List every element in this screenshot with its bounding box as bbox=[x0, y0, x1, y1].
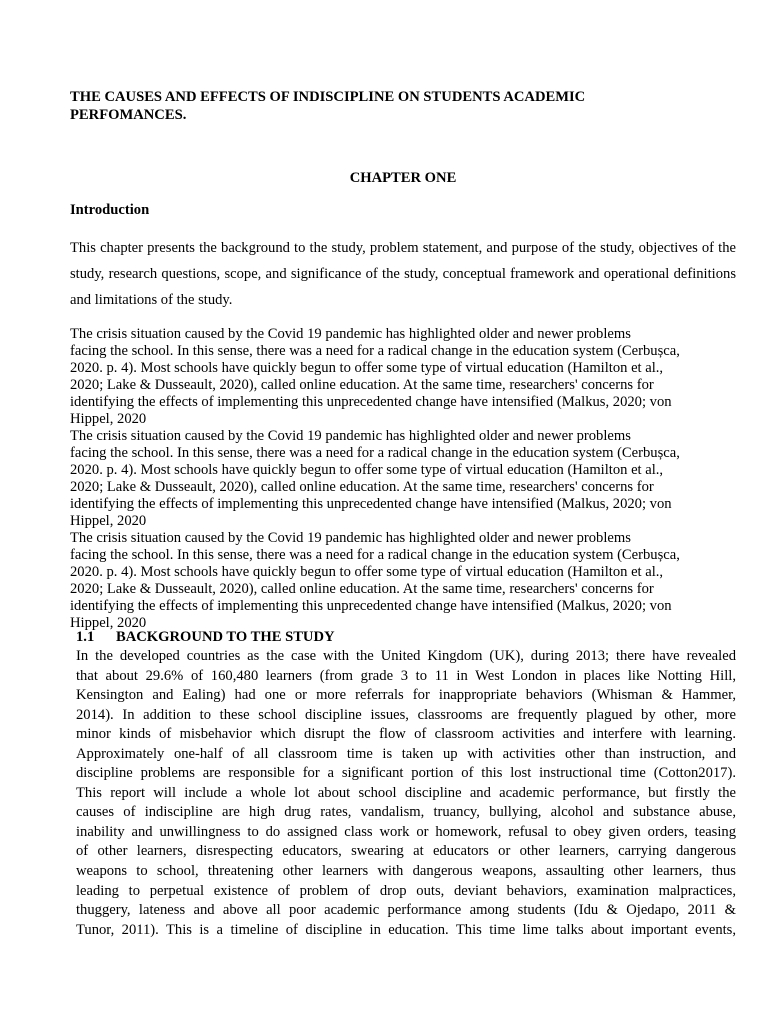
paragraph-line: thuggery, lateness and above all poor academic performance among students (Idu & Ojedapo, 2011 & bbox=[76, 902, 736, 919]
paragraph-line: Approximately one-half of all classroom time is taken up with activities other than instruction, and bbox=[76, 745, 736, 762]
paragraph-line: inability and unwillingness to do assigned class work or homework, refusal to obey given orders, teasing bbox=[76, 823, 736, 840]
paragraph-line: facing the school. In this sense, there was a need for a radical change in the education system (Cerbușca, bbox=[70, 546, 680, 563]
paragraph-line: The crisis situation caused by the Covid 19 pandemic has highlighted older and newer problems bbox=[70, 428, 631, 444]
paragraph-line: The crisis situation caused by the Covid 19 pandemic has highlighted older and newer problems bbox=[70, 326, 631, 342]
paragraph-line: 2020. p. 4). Most schools have quickly begun to offer some type of virtual education (Hamilton et al., bbox=[70, 563, 664, 580]
crisis-paragraph bbox=[70, 326, 730, 427]
paragraph-line: In the developed countries as the case with the United Kingdom (UK), during 2013; there have revealed bbox=[76, 648, 736, 664]
paragraph-line: Hippel, 2020 bbox=[70, 512, 147, 529]
paragraph-line: 2014). In addition to these school discipline issues, classrooms are frequently plagued by other, more bbox=[76, 706, 736, 723]
paragraph-line: that about 29.6% of 160,480 learners (from grade 3 to 11 in West London in places like Notting Hill, bbox=[76, 667, 736, 684]
paragraph-line: 2020. p. 4). Most schools have quickly begun to offer some type of virtual education (Hamilton et al., bbox=[70, 461, 664, 478]
paragraph-line: Tunor, 2011). This is a timeline of discipline in education. This time lime talks about important events, bbox=[76, 921, 736, 938]
paragraph-line: The crisis situation caused by the Covid 19 pandemic has highlighted older and newer problems bbox=[70, 530, 631, 546]
paragraph-line: minor kinds of misbehavior which disrupt the flow of classroom activities and interfere with learning. bbox=[76, 726, 736, 743]
paragraph-line: Hippel, 2020 bbox=[70, 410, 147, 427]
paragraph-line: 2020; Lake & Dusseault, 2020), called online education. At the same time, researchers' concerns for bbox=[70, 376, 654, 393]
chapter-heading: CHAPTER ONE bbox=[349, 170, 457, 186]
document-title: THE CAUSES AND EFFECTS OF INDISCIPLINE ON STUDENTS ACADEMIC PERFOMANCES. bbox=[70, 89, 586, 123]
section-heading bbox=[76, 629, 335, 646]
section-number: 1.1 bbox=[76, 629, 95, 645]
section-title: BACKGROUND TO THE STUDY bbox=[116, 629, 335, 645]
paragraph-line: discipline problems are responsible for a significant portion of this lost instructional time (Cotton2017). bbox=[76, 765, 736, 782]
paragraph-line: facing the school. In this sense, there was a need for a radical change in the education system (Cerbușca, bbox=[70, 342, 680, 359]
crisis-paragraph bbox=[70, 530, 730, 631]
paragraph-line: leading to perpetual existence of problem of drop outs, deviant behaviors, examination malpractices, bbox=[76, 882, 736, 899]
paragraph-line: weapons to school, threatening other learners with dangerous weapons, assaulting other learners, thus bbox=[76, 863, 736, 880]
paragraph-line: identifying the effects of implementing this unprecedented change have intensified (Malkus, 2020; von bbox=[70, 393, 672, 410]
background-paragraph bbox=[76, 647, 736, 940]
paragraph-line: identifying the effects of implementing this unprecedented change have intensified (Malkus, 2020; von bbox=[70, 597, 672, 614]
paragraph-line: facing the school. In this sense, there was a need for a radical change in the education system (Cerbușca, bbox=[70, 444, 680, 461]
paragraph-line: Hippel, 2020 bbox=[70, 614, 147, 631]
paragraph-line: identifying the effects of implementing this unprecedented change have intensified (Malkus, 2020; von bbox=[70, 495, 672, 512]
paragraph-line: causes of indiscipline are high drug rates, vandalism, truancy, bullying, alcohol and substance abuse, bbox=[76, 804, 736, 821]
paragraph-line: 2020; Lake & Dusseault, 2020), called online education. At the same time, researchers' concerns for bbox=[70, 580, 654, 597]
paragraph-line: 2020. p. 4). Most schools have quickly begun to offer some type of virtual education (Hamilton et al., bbox=[70, 359, 664, 376]
introduction-heading: Introduction bbox=[70, 202, 150, 218]
paragraph-line: of other learners, disrespecting educators, swearing at educators or other learners, carrying dangerous bbox=[76, 843, 736, 860]
paragraph-line: This report will include a whole lot about school discipline and academic performance, but firstly the bbox=[76, 784, 736, 801]
introduction-paragraph: This chapter presents the background to the study, problem statement, and purpose of the study, objectives of the study, research questions, scope, and significance of the study, conceptual framework and operational definitions and limitations of the study. bbox=[70, 240, 736, 308]
crisis-paragraph bbox=[70, 428, 730, 529]
paragraph-line: 2020; Lake & Dusseault, 2020), called online education. At the same time, researchers' concerns for bbox=[70, 478, 654, 495]
paragraph-line: Kensington and Ealing) had one or more referrals for inappropriate behaviors (Whisman & Hammer, bbox=[76, 687, 736, 704]
